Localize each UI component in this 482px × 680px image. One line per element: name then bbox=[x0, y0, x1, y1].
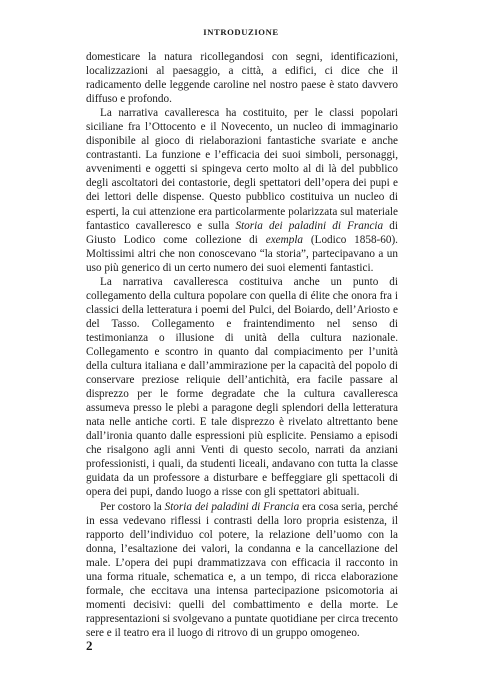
running-head: INTRODUZIONE bbox=[203, 27, 279, 37]
paragraph bbox=[86, 500, 398, 640]
text-run: La narrativa cavalleresca costituiva anche un punto di collegamento della cultura popolare con quella di élite che onora fra i classici della letteratura i poemi del Pulci, del Boiardo, dell’Ariosto e del Tasso. Collegamento e fraintendimento nel senso di testimonianza o illusione di unità della cultura nazionale. Collegamento e scontro in quanto dal compiacimento per l’unità della cultura italiana e dall’ammirazione per la capacità del popolo di conservare preziose reliquie dell’antichità, era facile passare al disprezzo per le forme degradate che la cultura cavalleresca assumeva presso le plebi a paragone degli splendori della letteratura nata nelle antiche corti. E tale disprezzo è rivelato altrettanto bene dall’ironia quanto dalle espressioni più esplicite. Pensiamo a episodi che risalgono agli anni Venti di questo secolo, narrati da anziani professionisti, i quali, da studenti liceali, andavano con tutta la classe guidata da un professore a disturbare e beffeggiare gli spettacoli di opera dei pupi, dando luogo a risse con gli spettatori abituali. bbox=[86, 275, 398, 499]
italic-text: exempla bbox=[265, 233, 304, 246]
paragraph bbox=[86, 106, 398, 275]
text-run: (Lodico 1858-60). Moltissimi altri che non conoscevano “la storia”, partecipavano a un uso più generico di un certo numero dei suoi elementi fantastici. bbox=[86, 233, 398, 274]
italic-text: Storia dei paladini di Francia bbox=[164, 500, 300, 513]
paragraph bbox=[86, 275, 398, 500]
text-run: di Giusto Lodico come collezione di bbox=[86, 219, 398, 246]
text-run: domesticare la natura ricollegandosi con segni, identificazioni, localizzazioni al paesaggio, a città, a edifici, ci dice che il radicamento delle leggende caroline nel nostro paese è stato davvero diffuso e profondo. bbox=[86, 51, 398, 106]
body-text bbox=[86, 50, 398, 640]
italic-text: Storia dei paladini di Francia bbox=[235, 219, 384, 232]
page-number: 2 bbox=[86, 638, 93, 653]
text-run: La narrativa cavalleresca ha costituito, per le classi popolari siciliane fra l’Ottocento e il Novecento, un nucleo di immaginario disponibile al gioco di rielaborazioni fantastiche svariate e anche contrastanti. La funzione e l’efficacia dei suoi simboli, personaggi, avvenimenti e oggetti si spingeva certo molto al di là del pubblico degli ascoltatori dei contastorie, degli spettatori dell’opera dei pupi e dei lettori delle dispense. Questo pubblico costituiva un nucleo di esperti, la cui attenzione era particolarmente polarizzata sul materiale fantastico cavalleresco e sulla bbox=[86, 107, 398, 232]
text-run: Per costoro la bbox=[100, 500, 165, 513]
paragraph bbox=[86, 50, 398, 106]
text-run: era cosa seria, perché in essa vedevano riflessi i contrasti della loro propria esistenza, il rapporto dell’individuo col potere, la relazione dell’uomo con la donna, l’esaltazione dei valori, la condanna e la cancellazione del male. L’opera dei pupi drammatizzava con efficacia il racconto in una forma rituale, schematica e, a un tempo, di ricca elaborazione formale, che eccitava una intensa partecipazione psicomotoria ai momenti decisivi: quelli del combattimento e della morte. Le rappresentazioni si svolgevano a puntate quotidiane per circa trecento sere e il teatro era il luogo di ritrovo di un gruppo omogeneo. bbox=[86, 500, 399, 639]
